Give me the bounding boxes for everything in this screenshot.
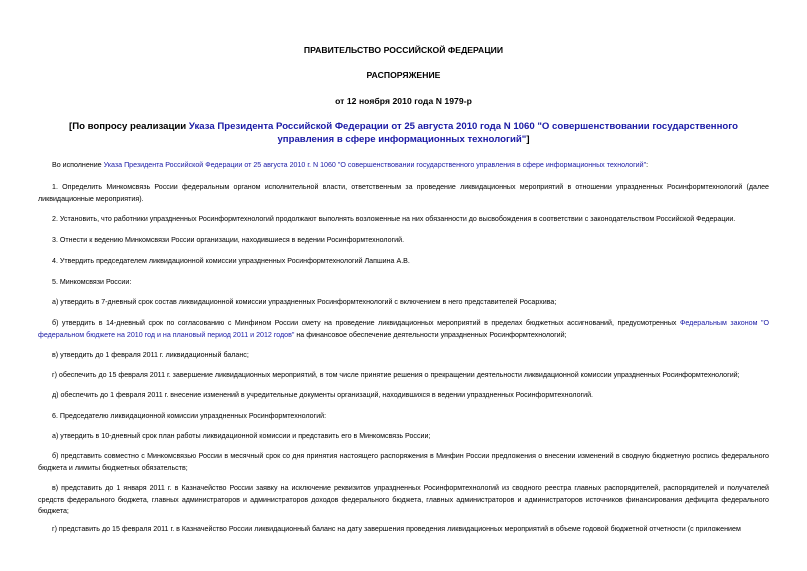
paragraph-6b: б) представить совместно с Минкомсвязью России в месячный срок со дня принятия настоящего распоряжения в Минфин России предложения о внесении изменений в сводную бюджетную роспись федерального бюджета и лимиты бюджетных обязательств; xyxy=(38,452,769,472)
document-date-heading: от 12 ноября 2010 года N 1979-р xyxy=(335,96,472,106)
paragraph-6d: г) представить до 15 февраля 2011 г. в Казначейство России ликвидационный баланс на дату завершения проведения ликвидационных мероприятий в объеме годовой бюджетной отчетности (с приложением xyxy=(52,525,741,533)
paragraph-6a: а) утвердить в 10-дневный срок план работы ликвидационной комиссии и представить его в Минкомсвязь России; xyxy=(52,432,431,440)
paragraph-5: 5. Минкомсвязи России: xyxy=(52,278,132,286)
paragraph-5c: в) утвердить до 1 февраля 2011 г. ликвидационный баланс; xyxy=(52,351,249,359)
paragraph-5b xyxy=(38,318,769,341)
paragraph-2: 2. Установить, что работники упраздненных Росинформтехнологий продолжают выполнять возложенные на них обязанности до высвобождения в соответствии с законодательством Российской Федерации. xyxy=(52,215,736,223)
paragraph-5a: а) утвердить в 7-дневный срок состав ликвидационной комиссии упраздненных Росинформтехнологий с включением в него представителей Росархива; xyxy=(52,298,557,306)
title-prefix: [По вопросу реализации xyxy=(69,121,189,132)
title-suffix: ] xyxy=(526,134,530,145)
paragraph-3: 3. Отнести к ведению Минкомсвязи России организации, находившиеся в ведении Росинформтехнологий. xyxy=(52,236,405,244)
government-heading: ПРАВИТЕЛЬСТВО РОССИЙСКОЙ ФЕДЕРАЦИИ xyxy=(303,45,504,55)
paragraph-5b-suffix: на финансовое обеспечение деятельности упраздненных Росинформтехнологий; xyxy=(294,330,567,339)
paragraph-5b-prefix: б) утвердить в 14-дневный срок по согласованию с Минфином России смету на проведение ликвидационных мероприятий в пределах бюджетных ассигнований, предусмотренных xyxy=(52,319,680,327)
intro-suffix: : xyxy=(646,161,649,169)
paragraph-6: 6. Председателю ликвидационной комиссии упраздненных Росинформтехнологий: xyxy=(52,412,327,420)
document-title xyxy=(40,120,767,146)
paragraph-5d: г) обеспечить до 15 февраля 2011 г. завершение ликвидационных мероприятий, в том числе принятие решения о прекращении деятельности ликвидационной комиссии упраздненных Росинформтехнологий; xyxy=(52,371,740,379)
intro-prefix: Во исполнение xyxy=(52,161,104,169)
paragraph-1: 1. Определить Минкомсвязь России федеральным органом исполнительной власти, ответственным за проведение ликвидационных мероприятий в отношении упраздненных Росинформтехнологий (далее ликвидационные мероприятия). xyxy=(38,183,769,203)
intro-paragraph xyxy=(38,160,769,172)
document-type-heading: РАСПОРЯЖЕНИЕ xyxy=(366,70,441,80)
federal-law-link[interactable]: Федеральным законом "О федеральном бюджете на 2010 год и на плановый период 2011 и 2012 годов" xyxy=(38,319,770,339)
paragraph-6c: в) представить до 1 января 2011 г. в Казначейство России заявку на исключение реквизитов упраздненных Росинформтехнологий из сводного реестра главных распорядителей, распорядителей и получателей средств федерального бюджета, главных администраторов и администраторов доходов федерального бюджета, главных администраторов и администраторов источников финансирования дефицита федерального бюджета; xyxy=(38,484,769,515)
paragraph-5e: д) обеспечить до 1 февраля 2011 г. внесение изменений в учредительные документы организаций, находившихся в ведении упраздненных Росинформтехнологий. xyxy=(52,391,594,399)
title-decree-link[interactable]: Указа Президента Российской Федерации от 25 августа 2010 года N 1060 "О совершенствовании государственного управления в сфере информационных технологий" xyxy=(188,121,738,145)
paragraph-4: 4. Утвердить председателем ликвидационной комиссии упраздненных Росинформтехнологий Лапшина А.В. xyxy=(52,257,410,265)
intro-decree-link[interactable]: Указа Президента Российской Федерации от 25 августа 2010 г. N 1060 "О совершенствовании государственного управления в сфере информационных технологий" xyxy=(103,161,647,169)
